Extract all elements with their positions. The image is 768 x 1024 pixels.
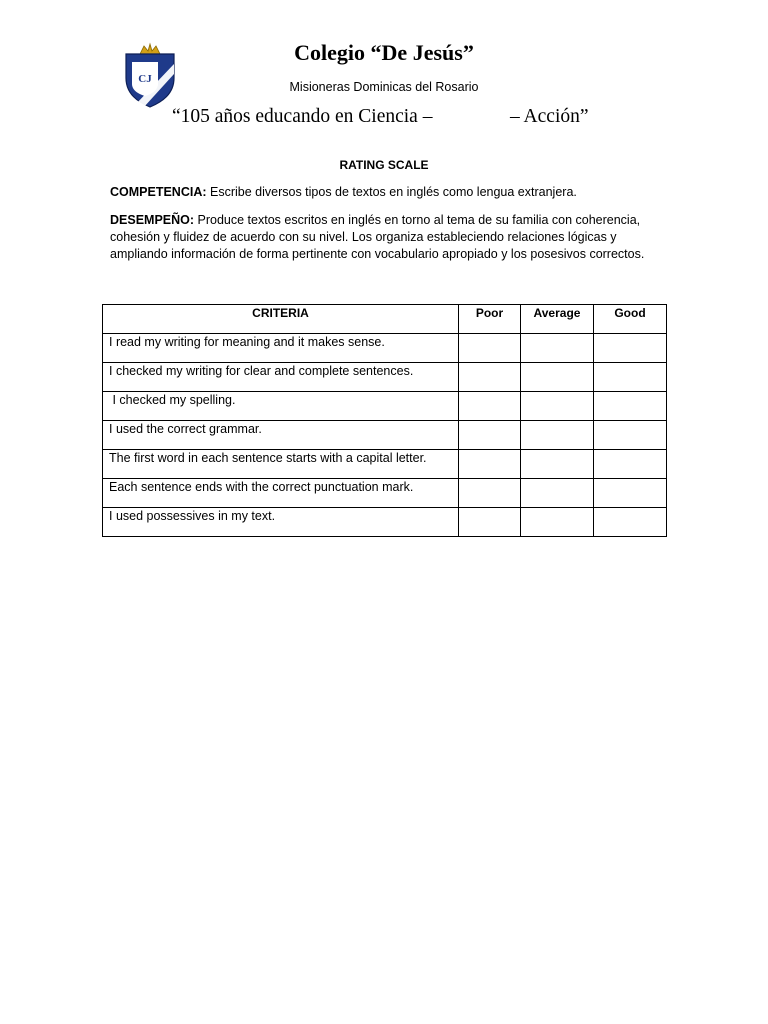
table-row [103,508,667,537]
average-cell[interactable] [521,334,594,363]
motto-left: “105 años educando en Ciencia – [172,106,433,127]
good-cell[interactable] [594,392,667,421]
average-cell[interactable] [521,421,594,450]
table-row [103,421,667,450]
average-cell[interactable] [521,450,594,479]
table-row [103,392,667,421]
criteria-cell: I used possessives in my text. [103,508,459,537]
competencia-paragraph [110,184,670,201]
competencia-text: Escribe diversos tipos de textos en inglés como lengua extranjera. [206,185,577,199]
good-cell[interactable] [594,508,667,537]
poor-cell[interactable] [459,450,521,479]
average-cell[interactable] [521,479,594,508]
good-cell[interactable] [594,479,667,508]
crest-initials: CJ [138,73,152,85]
average-cell[interactable] [521,363,594,392]
desempeno-label: DESEMPEÑO: [110,213,195,227]
good-cell[interactable] [594,450,667,479]
criteria-cell: I read my writing for meaning and it makes sense. [103,334,459,363]
school-name: Colegio “De Jesús” [294,40,474,65]
good-cell[interactable] [594,363,667,392]
table-row [103,363,667,392]
motto-right: – Acción” [510,106,589,127]
table-row [103,334,667,363]
competencia-label: COMPETENCIA: [110,185,207,199]
poor-cell[interactable] [459,421,521,450]
poor-cell[interactable] [459,392,521,421]
poor-cell[interactable] [459,334,521,363]
poor-cell[interactable] [459,508,521,537]
header-average: Average [521,305,594,334]
table-row [103,450,667,479]
good-cell[interactable] [594,334,667,363]
good-cell[interactable] [594,421,667,450]
criteria-cell: I checked my spelling. [103,392,459,421]
average-cell[interactable] [521,508,594,537]
school-subtitle: Misioneras Dominicas del Rosario [289,80,479,94]
criteria-cell: The first word in each sentence starts with a capital letter. [103,450,459,479]
header-good: Good [594,305,667,334]
desempeno-paragraph [110,212,670,263]
rating-scale-table [102,304,667,537]
poor-cell[interactable] [459,363,521,392]
desempeno-text: Produce textos escritos en inglés en torno al tema de su familia con coherencia, cohesión y fluidez de acuerdo con su nivel. Los organiza estableciendo relaciones lógicas y ampliando información de forma pertinente con vocabulario apropiado y los posesivos correctos. [110,213,645,261]
document-title: RATING SCALE [339,158,429,172]
criteria-cell: I checked my writing for clear and complete sentences. [103,363,459,392]
table-header-row [103,305,667,334]
poor-cell[interactable] [459,479,521,508]
header-criteria: CRITERIA [103,305,459,334]
criteria-cell: I used the correct grammar. [103,421,459,450]
average-cell[interactable] [521,392,594,421]
header-poor: Poor [459,305,521,334]
criteria-cell: Each sentence ends with the correct punctuation mark. [103,479,459,508]
table-row [103,479,667,508]
